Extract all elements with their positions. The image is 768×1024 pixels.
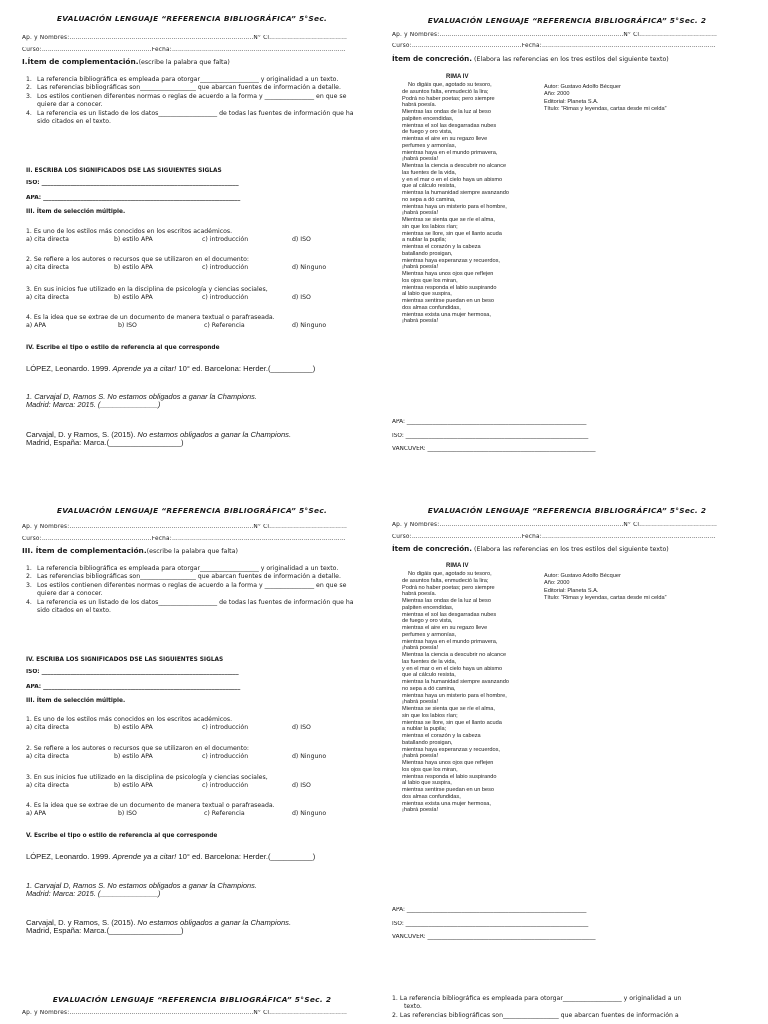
poem-line: No digáis que, agotado su tesoro, <box>408 82 492 88</box>
poem-line: los ojos que los miran, <box>402 766 458 773</box>
question-text: 1. Es uno de los estilos más conocidos en los escritos académicos. <box>26 228 233 235</box>
poem-line: ¡habrá poesía! <box>402 699 439 706</box>
ref2-line1: 1. Carvajal D, Ramos S. No estamos obligados a ganar la Champions. <box>26 392 257 401</box>
name-field[interactable] <box>392 522 742 528</box>
iso-answer-line[interactable]: ISO: ____________________________________________________________________ <box>26 669 239 675</box>
question-block <box>26 256 356 272</box>
option-row <box>26 810 356 818</box>
question-text: 3. En sus inicios fue utilizado en la disciplina de psicología y ciencias sociales, <box>26 774 268 781</box>
name-field[interactable] <box>22 35 362 41</box>
poem-line: al labio que suspira, <box>402 291 452 298</box>
poem-line: mientras responda el labio suspirando <box>402 284 497 291</box>
name-line: Ap. y Nombres:………………………………………………………………………………..N° Cl………………………………… <box>392 32 718 38</box>
option-row <box>26 236 356 244</box>
poem-line: Mientras las ondas de la luz al beso <box>402 109 491 115</box>
poem-line: sin que los labios rían; <box>402 712 458 719</box>
poem-line: mientras se llore, sin que el llanto acuda <box>402 719 502 726</box>
item-number: 1. <box>26 76 32 83</box>
poem-line: mientras exista una mujer hermosa, <box>402 800 491 807</box>
question-text: 4. Es la idea que se extrae de un documento de manera textual o parafraseada. <box>26 802 275 809</box>
poem-line: ¡habrá poesía! <box>402 753 439 760</box>
list-item[interactable] <box>26 110 358 127</box>
meta-editorial: Editorial: Planeta S.A. <box>544 587 599 594</box>
option-a[interactable]: a) cita directa <box>26 294 69 301</box>
option-b[interactable]: b) estilo APA <box>114 724 153 731</box>
poem-line: mientras el sol las desgarradas nubes <box>402 611 497 618</box>
section-concrecion-title: Ítem de concreción. <box>392 54 473 63</box>
name-line: Ap. y Nombres:………………………………………………………………………………..N° Cl………………………………… <box>392 522 718 528</box>
item-text: Las referencias bibliográficas son__________________ que abarcan fuentes de información a detalle. <box>37 573 341 581</box>
poem-line: perfumes y armonías, <box>402 631 457 638</box>
poem-line: no sepa a dó camina, <box>402 196 456 203</box>
meta-editorial: Editorial: Planeta S.A. <box>544 98 599 105</box>
course-line: Curso:……………………………………………….Fecha:…………………………………………………………………………… <box>22 47 346 53</box>
vancuver-reference-field[interactable]: VANCUVER: __________________________________________________________ <box>392 934 596 940</box>
item-number: 3. <box>26 92 32 100</box>
item-text: La referencia es un listado de los datos___________________ de todas las fuentes de información que ha sido citados en el texto. <box>37 598 354 615</box>
name-field[interactable] <box>22 524 362 530</box>
poem-line: Podrá no haber poetas; pero siempre <box>402 584 495 591</box>
poem-line: batallando prosigan, <box>402 250 453 257</box>
poem-line: al labio que suspira, <box>402 780 452 787</box>
poem-text <box>402 82 552 325</box>
item-text: La referencia bibliográfica es empleada para otorgar___________________ y originalidad a un texto. <box>37 76 339 83</box>
apa-answer-line[interactable]: APA: ____________________________________________________________________ <box>26 195 241 201</box>
poem-line: dos almas confundidas, <box>402 793 461 800</box>
ref3-author: Carvajal, D. y Ramos, S. (2015). <box>26 918 138 927</box>
ref1-author: LÓPEZ, Leonardo. 1999. <box>26 364 113 373</box>
poem-metadata <box>544 573 744 603</box>
poem-line: perfumes y armonías, <box>402 142 457 149</box>
poem-line: Mientras las ondas de la luz al beso <box>402 598 491 604</box>
poem-line: mientras sentirse puedan en un beso <box>402 787 495 793</box>
list-item[interactable] <box>26 93 358 110</box>
poem-line: Mientras se sienta que se ríe el alma, <box>402 217 495 223</box>
poem-line: mientras el aire en su regazo lleve <box>402 136 488 142</box>
item-text: La referencia es un listado de los datos___________________ de todas las fuentes de información que ha sido citados en el texto. <box>37 109 354 126</box>
question-block <box>26 745 356 761</box>
option-c[interactable]: c) introducción <box>202 753 249 760</box>
exam-title: EVALUACIÓN LENGUAJE “REFERENCIA BIBLIOGRÁFICA” 5°Sec. 2 <box>427 16 707 25</box>
question-text: 4. Es la idea que se extrae de un documento de manera textual o parafraseada. <box>26 314 275 321</box>
left-column <box>22 0 362 490</box>
item-text: Los estilos contienen diferentes normas o reglas de acuerdo a la forma y ________________ en que se quiere dar a conocer. <box>37 92 347 109</box>
section-complement-heading <box>22 57 230 66</box>
option-a[interactable]: a) cita directa <box>26 724 69 731</box>
option-c[interactable]: c) introducción <box>202 236 249 243</box>
iso-answer-line[interactable]: ISO: ____________________________________________________________________ <box>26 180 239 186</box>
poem-line: de fuego y oro vista, <box>402 129 453 136</box>
reference-3[interactable] <box>26 919 356 935</box>
exam-sheet-3-left <box>22 990 362 1024</box>
option-c[interactable]: c) Referencia <box>204 810 245 817</box>
option-d[interactable]: d) ISO <box>292 236 311 243</box>
exam-title: EVALUACIÓN LENGUAJE “REFERENCIA BIBLIOGRÁFICA” 5°Sec. <box>56 506 328 515</box>
course-line: Curso:……………………………………………….Fecha:…………………………………………………………………………… <box>22 536 346 542</box>
poem-line: ¡habrá poesía! <box>402 318 439 325</box>
section-style-heading: IV. Escribe el tipo o estilo de referencia al que corresponde <box>26 345 220 351</box>
section-concrecion-hint: (Elabora las referencias en los tres estilos del siguiente texto) <box>472 546 669 553</box>
option-d[interactable]: d) ISO <box>292 294 311 301</box>
item-text: La referencia bibliográfica es empleada para otorgar___________________ y originalidad a un texto. <box>37 565 339 572</box>
poem-line: palpiten encendidas, <box>402 604 454 611</box>
exam-sheet-2 <box>0 490 768 980</box>
exam-sheet-1 <box>0 0 768 490</box>
ref3-line2: Madrid, España: Marca.(_________________) <box>26 438 184 448</box>
option-b[interactable]: b) estilo APA <box>114 236 153 243</box>
course-field[interactable] <box>22 536 362 542</box>
poem-line: No digáis que, agotado su tesoro, <box>408 571 492 577</box>
poem-line: a nublar la pupila; <box>402 726 447 733</box>
exam-title: EVALUACIÓN LENGUAJE “REFERENCIA BIBLIOGRÁFICA” 5°Sec. 2 <box>52 995 332 1004</box>
meta-author: Autor: Gustavo Adolfo Bécquer <box>544 573 621 579</box>
poem-line: habrá poesía. <box>402 591 437 598</box>
list-item[interactable] <box>26 573 358 581</box>
poem-line: mientras haya en el mundo primavera, <box>402 149 498 156</box>
ref3-line2: Madrid, España: Marca.(_________________) <box>26 926 184 936</box>
complement-list <box>26 76 358 126</box>
poem-line: ¡habrá poesía! <box>402 645 439 652</box>
complement-list <box>26 565 358 615</box>
option-a[interactable]: a) cita directa <box>26 236 69 243</box>
right-column <box>392 490 742 980</box>
option-b[interactable]: b) estilo APA <box>114 782 153 789</box>
poem-line: Mientras la ciencia a descubrir no alcance <box>402 163 507 169</box>
ref3-title: No estamos obligados a ganar la Champions. <box>137 430 292 439</box>
poem-line: mientras se llore, sin que el llanto acuda <box>402 230 502 237</box>
section-multiple-heading: III. Ítem de selección múltiple. <box>26 209 126 215</box>
option-b[interactable]: b) ISO <box>118 810 137 817</box>
iso-reference-field[interactable]: ISO: _______________________________________________________________ <box>392 921 589 927</box>
list-item[interactable] <box>26 599 358 616</box>
poem-line: mientras la humanidad siempre avanzando <box>402 679 509 685</box>
ref2-line2: Madrid: Marca: 2015. (______________) <box>26 889 161 898</box>
poem-line: mientras el aire en su regazo lleve <box>402 625 488 631</box>
section-concrecion-heading <box>392 54 669 63</box>
reference-2[interactable] <box>26 393 356 409</box>
poem-line: ¡habrá poesía! <box>402 264 439 271</box>
reference-1[interactable] <box>26 852 356 861</box>
poem-line: a nublar la pupila; <box>402 237 447 244</box>
poem-line: habrá poesía. <box>402 102 437 109</box>
poem-line: que al cálculo resista, <box>402 183 456 190</box>
poem-line: mientras la humanidad siempre avanzando <box>402 190 509 196</box>
complement-list <box>392 995 742 1020</box>
vancuver-reference-field[interactable]: VANCUVER: __________________________________________________________ <box>392 446 596 452</box>
poem-line: y en el mar o en el cielo haya un abismo <box>402 176 503 183</box>
poem-line: palpiten encendidas, <box>402 115 454 122</box>
option-c[interactable]: c) Referencia <box>204 322 245 329</box>
poem-line: mientras responda el labio suspirando <box>402 773 497 780</box>
question-block <box>26 802 356 818</box>
poem-line: mientras haya en el mundo primavera, <box>402 638 498 645</box>
option-b[interactable]: b) estilo APA <box>114 294 153 301</box>
right-column <box>392 0 742 490</box>
meta-title: Título: “Rimas y leyendas, cartas desde mi celda” <box>544 595 667 602</box>
apa-reference-field[interactable]: APA: ______________________________________________________________ <box>392 419 587 425</box>
course-field[interactable] <box>392 43 742 49</box>
option-a[interactable]: a) cita directa <box>26 782 69 789</box>
option-d[interactable]: d) Ninguno <box>292 810 327 817</box>
section-complement-heading <box>22 546 238 555</box>
option-b[interactable]: b) estilo APA <box>114 753 153 760</box>
option-row <box>26 264 356 272</box>
option-a[interactable]: a) cita directa <box>26 264 69 271</box>
exam-title: EVALUACIÓN LENGUAJE “REFERENCIA BIBLIOGRÁFICA” 5°Sec. 2 <box>427 506 707 515</box>
poem-line: batallando prosigan, <box>402 739 453 746</box>
section-siglas-heading: II. ESCRIBA LOS SIGNIFICADOS DSE LAS SIGUIENTES SIGLAS <box>26 168 222 174</box>
option-a[interactable]: a) cita directa <box>26 753 69 760</box>
meta-author: Autor: Gustavo Adolfo Bécquer <box>544 84 621 90</box>
option-d[interactable]: d) Ninguno <box>292 753 327 760</box>
poem-line: ¡habrá poesía! <box>402 156 439 163</box>
question-text: 1. Es uno de los estilos más conocidos en los escritos académicos. <box>26 716 233 723</box>
section-concrecion-heading <box>392 544 669 553</box>
poem-line: Mientras la ciencia a descubrir no alcance <box>402 652 507 658</box>
poem-line: las fuentes de la vida, <box>402 658 457 665</box>
reference-1[interactable] <box>26 364 356 373</box>
meta-year: Año: 2000 <box>544 580 570 587</box>
option-row <box>26 724 356 732</box>
apa-answer-line[interactable]: APA: ____________________________________________________________________ <box>26 684 241 690</box>
question-text: 3. En sus inicios fue utilizado en la disciplina de psicología y ciencias sociales, <box>26 286 268 293</box>
option-d[interactable]: d) ISO <box>292 724 311 731</box>
ref1-rest: 10° ed. Barcelona: Herder.(__________) <box>176 852 316 861</box>
option-row <box>26 294 356 302</box>
meta-year: Año: 2000 <box>544 91 570 98</box>
poem-line: mientras haya esperanzas y recuerdos, <box>402 257 500 264</box>
question-block <box>26 716 356 732</box>
poem-line: dos almas confundidas, <box>402 304 461 311</box>
poem-line: de asuntos falta, enmudeció la lira; <box>402 577 489 584</box>
iso-reference-field[interactable]: ISO: _______________________________________________________________ <box>392 433 589 439</box>
poem-title: RIMA IV <box>446 563 469 569</box>
name-line: Ap. y Nombres:………………………………………………………………………………..N° Cl………………………………… <box>22 35 348 41</box>
exam-sheet-3-right <box>392 990 742 1024</box>
poem-title: RIMA IV <box>446 74 469 80</box>
item-number: 2. <box>26 84 32 92</box>
question-block <box>26 286 356 302</box>
option-d[interactable]: d) Ninguno <box>292 322 327 329</box>
poem-line: ¡habrá poesía! <box>402 807 439 814</box>
poem-line: las fuentes de la vida, <box>402 169 457 176</box>
question-block <box>26 228 356 244</box>
ref1-author: LÓPEZ, Leonardo. 1999. <box>26 852 113 861</box>
poem-line: mientras haya un misterio para el hombre, <box>402 692 507 699</box>
poem-line: sin que los labios rían; <box>402 223 458 230</box>
section-complement-title: I.Ítem de complementación. <box>22 57 139 66</box>
apa-reference-field[interactable]: APA: ______________________________________________________________ <box>392 907 587 913</box>
poem-line: de fuego y oro vista, <box>402 618 453 625</box>
item-text: Los estilos contienen diferentes normas o reglas de acuerdo a la forma y ________________ en que se quiere dar a conocer. <box>37 581 347 598</box>
course-line: Curso:……………………………………………….Fecha:…………………………………………………………………………… <box>392 534 716 540</box>
reference-2[interactable] <box>26 882 356 898</box>
question-text: 2. Se refiere a los autores o recursos que se utilizaron en el documento: <box>26 745 250 752</box>
poem-line: mientras haya un misterio para el hombre, <box>402 203 507 210</box>
poem-line: ¡habrá poesía! <box>402 210 439 217</box>
poem-line: y en el mar o en el cielo haya un abismo <box>402 665 503 672</box>
course-field[interactable] <box>22 47 362 53</box>
section-style-heading: V. Escribe el tipo o estilo de referencia al que corresponde <box>26 833 218 839</box>
poem-line: mientras el sol las desgarradas nubes <box>402 122 497 129</box>
option-row <box>26 782 356 790</box>
question-block <box>26 314 356 330</box>
ref1-title: Aprende ya a citar! <box>112 364 177 373</box>
poem-line: Mientras se sienta que se ríe el alma, <box>402 706 495 712</box>
poem-line: que al cálculo resista, <box>402 672 456 679</box>
reference-3[interactable] <box>26 431 356 447</box>
poem-line: de asuntos falta, enmudeció la lira; <box>402 88 489 95</box>
option-c[interactable]: c) introducción <box>202 294 249 301</box>
ref1-rest: 10° ed. Barcelona: Herder.(__________) <box>176 364 316 373</box>
name-field[interactable] <box>22 1010 362 1016</box>
option-a[interactable]: a) APA <box>26 322 46 329</box>
section-complement-hint: (escribe la palabra que falta) <box>138 59 230 66</box>
left-column <box>22 490 362 980</box>
section-concrecion-hint: (Elabora las referencias en los tres estilos del siguiente texto) <box>472 56 669 63</box>
option-d[interactable]: d) Ninguno <box>292 264 327 271</box>
poem-text <box>402 571 552 814</box>
poem-line: no sepa a dó camina, <box>402 685 456 692</box>
section-concrecion-title: Ítem de concreción. <box>392 544 473 553</box>
option-c[interactable]: c) introducción <box>202 782 249 789</box>
item-number: 1. <box>26 565 32 572</box>
option-c[interactable]: c) introducción <box>202 264 249 271</box>
item-number: 4. <box>26 598 32 606</box>
ref2-line2: Madrid: Marca: 2015. (______________) <box>26 400 161 409</box>
name-line: Ap. y Nombres:………………………………………………………………………………..N° Cl………………………………… <box>22 1010 348 1016</box>
poem-line: mientras el corazón y la cabeza <box>402 244 481 250</box>
option-b[interactable]: b) estilo APA <box>114 264 153 271</box>
poem-line: Mientras haya unos ojos que reflejen <box>402 271 494 277</box>
option-c[interactable]: c) introducción <box>202 724 249 731</box>
item-text: Las referencias bibliográficas son__________________ que abarcan fuentes de información a detalle. <box>37 84 341 92</box>
list-item[interactable]: 1. La referencia bibliográfica es empleada para otorgar___________________ y originalidad a un <box>392 995 682 1002</box>
name-line: Ap. y Nombres:………………………………………………………………………………..N° Cl………………………………… <box>22 524 348 530</box>
name-field[interactable] <box>392 32 742 38</box>
section-siglas-heading: IV. ESCRIBA LOS SIGNIFICADOS DSE LAS SIGUIENTES SIGLAS <box>26 657 224 663</box>
section-complement-hint: (escribe la palabra que falta) <box>146 548 238 555</box>
section-multiple-heading: III. Ítem de selección múltiple. <box>26 698 126 704</box>
option-row <box>26 322 356 330</box>
poem-line: los ojos que los miran, <box>402 277 458 284</box>
poem-line: Podrá no haber poetas; pero siempre <box>402 95 495 102</box>
exam-title: EVALUACIÓN LENGUAJE “REFERENCIA BIBLIOGRÁFICA” 5°Sec. <box>56 14 328 23</box>
poem-line: Mientras haya unos ojos que reflejen <box>402 760 494 766</box>
option-d[interactable]: d) ISO <box>292 782 311 789</box>
option-b[interactable]: b) ISO <box>118 322 137 329</box>
poem-line: mientras haya esperanzas y recuerdos, <box>402 746 500 753</box>
question-text: 2. Se refiere a los autores o recursos que se utilizaron en el documento: <box>26 256 250 263</box>
list-item-continuation: texto. <box>404 1003 422 1011</box>
list-item[interactable] <box>26 84 358 92</box>
item-number: 3. <box>26 581 32 589</box>
ref3-title: No estamos obligados a ganar la Champions. <box>137 918 292 927</box>
poem-line: mientras exista una mujer hermosa, <box>402 311 491 318</box>
option-a[interactable]: a) APA <box>26 810 46 817</box>
list-item[interactable]: 2. Las referencias bibliográficas son__________________ que abarcan fuentes de información a <box>392 1011 679 1019</box>
meta-title: Título: “Rimas y leyendas, cartas desde mi celda” <box>544 106 667 113</box>
ref3-author: Carvajal, D. y Ramos, S. (2015). <box>26 430 138 439</box>
ref1-title: Aprende ya a citar! <box>112 852 177 861</box>
course-line: Curso:……………………………………………….Fecha:…………………………………………………………………………… <box>392 43 716 49</box>
item-number: 2. <box>26 573 32 581</box>
poem-line: mientras sentirse puedan en un beso <box>402 298 495 304</box>
option-row <box>26 753 356 761</box>
question-block <box>26 774 356 790</box>
item-number: 4. <box>26 109 32 117</box>
ref2-line1: 1. Carvajal D, Ramos S. No estamos obligados a ganar la Champions. <box>26 881 257 890</box>
list-item[interactable] <box>26 582 358 599</box>
poem-line: mientras el corazón y la cabeza <box>402 733 481 739</box>
course-field[interactable] <box>392 534 742 540</box>
poem-metadata <box>544 84 744 114</box>
section-complement-title: III. Ítem de complementación. <box>22 546 147 555</box>
